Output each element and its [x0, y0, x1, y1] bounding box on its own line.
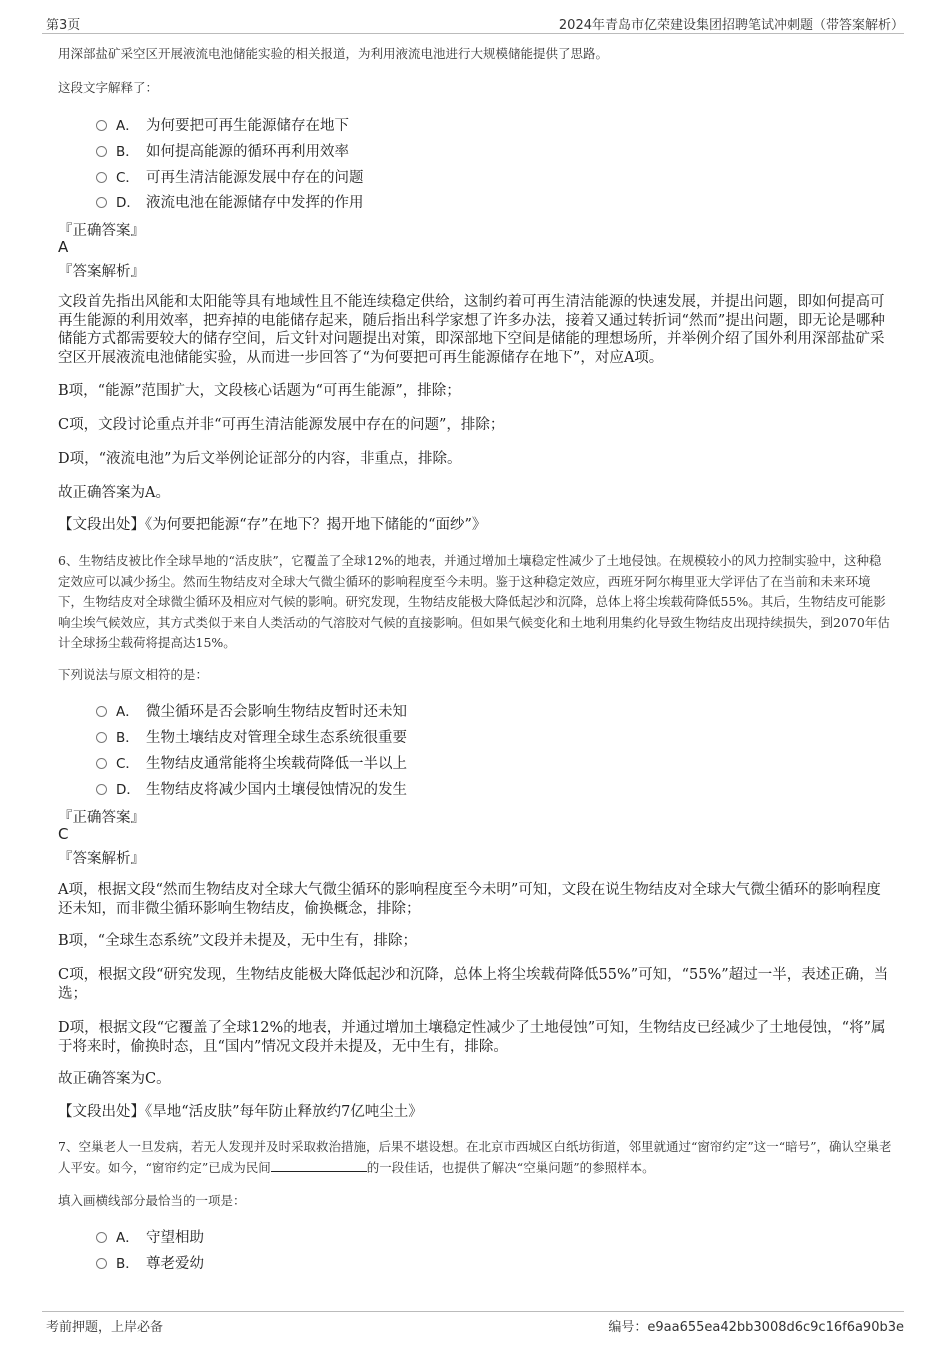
q5-option-b[interactable]: B． 如何提高能源的循环再利用效率	[96, 140, 349, 162]
header-divider	[42, 33, 904, 34]
q5-answer: A	[58, 238, 69, 256]
footer-slogan: 考前押题，上岸必备	[46, 1320, 164, 1335]
fill-blank	[271, 1159, 367, 1172]
q6-answer: C	[58, 825, 69, 843]
document-title: 2024年青岛市亿荣建设集团招聘笔试冲刺题（带答案解析）	[558, 18, 904, 33]
radio-icon[interactable]	[96, 172, 107, 183]
q7-option-a[interactable]: A． 守望相助	[96, 1226, 204, 1248]
q6-analysis-b: B项，“全球生态系统”文段并未提及，无中生有，排除；	[58, 933, 417, 949]
q6-passage: 6、生物结皮被比作全球旱地的“活皮肤”，它覆盖了全球12%的地表，并通过增加土壤稳定性减少了土地侵蚀。在规模较小的风力控制实验中，这种稳定效应可以减少扬尘。然而生物结皮对全球大气微尘循环的影响程度至今未明。鉴于这种稳定效应，西班牙阿尔梅里亚大学评估了在当前和未来环境下，生物结皮对全球微尘循环及相应对气候的影响。研究发现，生物结皮能极大降低起沙和沉降，总体上将尘埃载荷降低55%。其后，生物结皮可能影响尘埃气候效应，其方式类似于来自人类活动的气溶胶对气候的直接影响。但如果气候变化和土地利用集约化导致生物结皮出现持续损失，到2070年估计全球扬尘载荷将提高达15%。	[58, 553, 890, 650]
q6-analysis-c: C项，根据文段“研究发现，生物结皮能极大降低起沙和沉降，总体上将尘埃载荷降低55%”可知，“55%”超过一半，表述正确，当选；	[58, 967, 889, 1002]
radio-icon[interactable]	[96, 197, 107, 208]
q5-analysis-main: 文段首先指出风能和太阳能等具有地域性且不能连续稳定供给，这制约着可再生清洁能源的快速发展，并提出问题，即如何提高可再生能源的利用效率，把弃掉的电能储存起来，随后指出科学家想了许多办法，接着又通过转折词“然而”提出问题，即无论是哪种储能方式都需要较大的储存空间，后文针对问题提出对策，即深部地下空间是储能的理想场所，并举例介绍了国外利用深部盐矿采空区开展液流电池储能实验，从而进一步回答了“为何要把可再生能源储存在地下”，对应A项。	[58, 294, 885, 366]
q5-analysis-d: D项，“液流电池”为后文举例论证部分的内容，非重点，排除。	[58, 451, 462, 467]
q6-analysis-label: 『答案解析』	[58, 851, 145, 867]
q5-conclusion: 故正确答案为A。	[58, 485, 170, 501]
radio-icon[interactable]	[96, 784, 107, 795]
q6-source: 【文段出处】《旱地“活皮肤”每年防止释放约7亿吨尘土》	[58, 1104, 423, 1120]
q6-option-c[interactable]: C． 生物结皮通常能将尘埃载荷降低一半以上	[96, 752, 407, 774]
radio-icon[interactable]	[96, 1258, 107, 1269]
q7-option-b[interactable]: B． 尊老爱幼	[96, 1252, 204, 1274]
q5-prompt: 这段文字解释了：	[58, 80, 159, 95]
q7-prompt: 填入画横线部分最恰当的一项是：	[58, 1193, 246, 1208]
page-number: 第3页	[46, 18, 81, 33]
radio-icon[interactable]	[96, 1232, 107, 1243]
q5-analysis-c: C项，文段讨论重点并非“可再生清洁能源发展中存在的问题”，排除；	[58, 417, 505, 433]
radio-icon[interactable]	[96, 120, 107, 131]
q5-option-a[interactable]: A． 为何要把可再生能源储存在地下	[96, 114, 349, 136]
radio-icon[interactable]	[96, 706, 107, 717]
radio-icon[interactable]	[96, 758, 107, 769]
q5-analysis-label: 『答案解析』	[58, 264, 145, 280]
footer-divider	[42, 1311, 904, 1312]
q5-passage-tail: 用深部盐矿采空区开展液流电池储能实验的相关报道，为利用液流电池进行大规模储能提供了思路。	[58, 46, 609, 61]
q6-answer-label: 『正确答案』	[58, 810, 145, 826]
radio-icon[interactable]	[96, 146, 107, 157]
q6-conclusion: 故正确答案为C。	[58, 1071, 171, 1087]
q5-answer-label: 『正确答案』	[58, 223, 145, 239]
q6-option-a[interactable]: A． 微尘循环是否会影响生物结皮暂时还未知	[96, 700, 407, 722]
q6-analysis-d: D项，根据文段“它覆盖了全球12%的地表，并通过增加土壤稳定性减少了土地侵蚀”可知，生物结皮已经减少了土地侵蚀，“将”属于将来时，偷换时态，且“国内”情况文段并未提及，无中生有，排除。	[58, 1020, 886, 1055]
footer-code: 编号：e9aa655ea42bb3008d6c9c16f6a90b3e	[608, 1320, 904, 1335]
q5-source: 【文段出处】《为何要把能源“存”在地下？揭开地下储能的“面纱”》	[58, 517, 487, 533]
q6-option-b[interactable]: B． 生物土壤结皮对管理全球生态系统很重要	[96, 726, 407, 748]
q5-option-c[interactable]: C． 可再生清洁能源发展中存在的问题	[96, 166, 364, 188]
q5-analysis-b: B项，“能源”范围扩大，文段核心话题为“可再生能源”，排除；	[58, 383, 461, 399]
q5-option-d[interactable]: D． 液流电池在能源储存中发挥的作用	[96, 191, 364, 213]
q6-prompt: 下列说法与原文相符的是：	[58, 667, 209, 682]
q6-option-d[interactable]: D． 生物结皮将减少国内土壤侵蚀情况的发生	[96, 778, 407, 800]
q6-analysis-a: A项，根据文段“然而生物结皮对全球大气微尘循环的影响程度至今未明”可知，文段在说生物结皮对全球大气微尘循环的影响程度还未知，而非微尘循环影响生物结皮，偷换概念，排除；	[58, 882, 881, 917]
radio-icon[interactable]	[96, 732, 107, 743]
q7-passage: 7、空巢老人一旦发病，若无人发现并及时采取救治措施，后果不堪设想。在北京市西城区白纸坊街道，邻里就通过“窗帘约定”这一“暗号”，确认空巢老人平安。如今，“窗帘约定”已成为民间 的一段佳话，也提供了解决“空巢问题”的参照样本。	[58, 1139, 892, 1175]
